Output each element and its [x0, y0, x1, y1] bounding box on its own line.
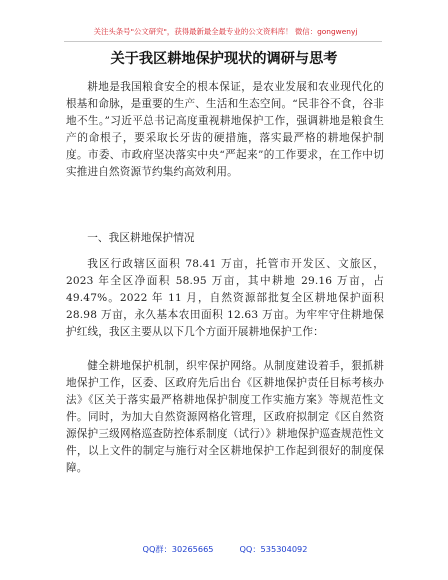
- section-heading-1: 一、我区耕地保护情况: [87, 232, 195, 244]
- paragraph-intro: 耕地是我国粮食安全的根本保证，是农业发展和农业现代化的根基和命脉，是重要的生产、生活和生态空间。“民非谷不食，谷非地不生。”习近平总书记高度重视耕地保护工作，强调耕地是粮食生产的命根子，要采取长牙齿的硬措施，落实最严格的耕地保护制度。市委、市政府坚决落实中央“严起来”的工作要求，在工作中切实推进自然资源节约集约高效利用。: [66, 81, 384, 178]
- footer-contact: [66, 542, 384, 556]
- promo-banner: 关注头条号"公文研究"，获得最新最全最专业的公文资料库！ 微信：gongwenyj: [93, 27, 358, 36]
- paragraph-status: 我区行政辖区面积 78.41 万亩，托管市开发区、文旅区，2023 年全区净面积 58.95 万亩，其中耕地 29.16 万亩，占 49.47%。2022 年 11 月，自然资源部批复全区耕地保护面积 28.98 万亩，永久基本农田面积 12.63 万亩。为牢牢守住耕地保护红线，我区主要从以下几个方面开展耕地保护工作：: [66, 258, 384, 338]
- footer-qq: QQ：535304092: [239, 544, 308, 554]
- banner-divider: [64, 41, 382, 42]
- document-title: 关于我区耕地保护现状的调研与思考: [110, 51, 338, 67]
- paragraph-mechanism: 健全耕地保护机制，织牢保护网络。从制度建设着手，狠抓耕地保护工作，区委、区政府先后出台《区耕地保护责任目标考核办法》《区关于落实最严格耕地保护制度工作实施方案》等规范性文件。同时，为加大自然资源网格化管理，区政府拟制定《区自然资源保护三级网格巡查防控体系制度（试行）》耕地保护巡查规范性文件，以上文件的制定与施行对全区耕地保护工作起到很好的制度保障。: [66, 360, 384, 474]
- footer-qq-group: QQ群：30265665: [142, 544, 214, 554]
